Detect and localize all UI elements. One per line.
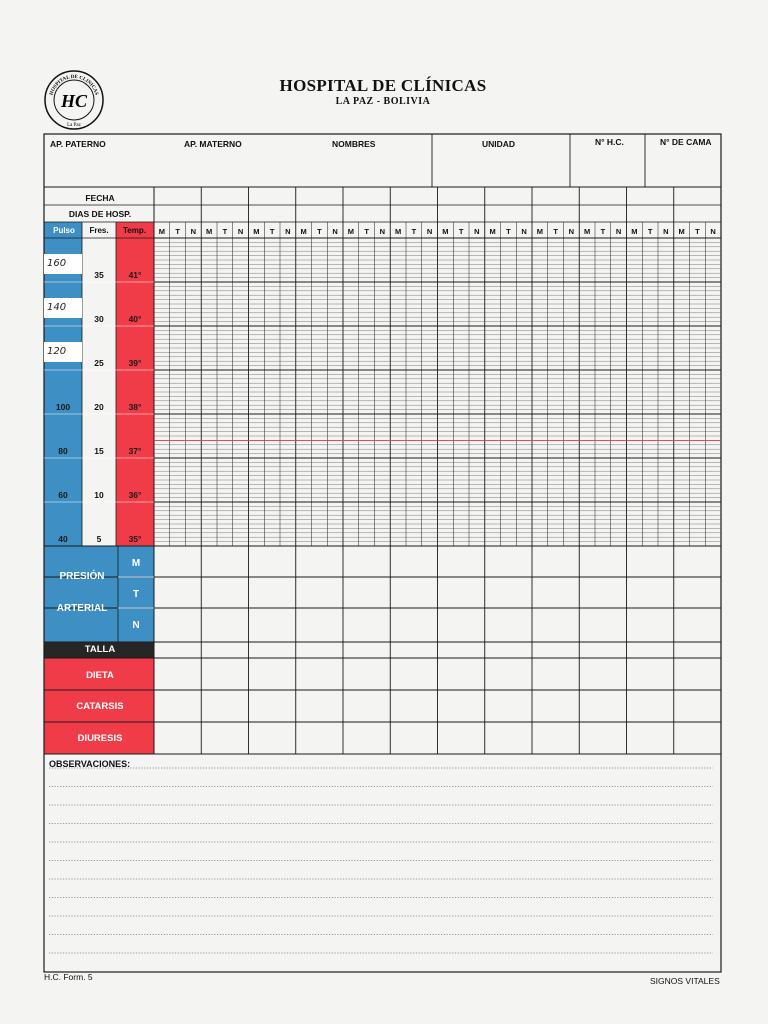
temp-scale-value: 35° (128, 534, 142, 544)
ap-materno-label: AP. MATERNO (184, 139, 242, 149)
temp-scale-value: 39° (128, 358, 142, 368)
shift-label: N (474, 227, 480, 236)
temp-scale-value: 40° (128, 314, 142, 324)
shift-label: N (615, 227, 622, 236)
shift-label: M (536, 227, 543, 236)
presion-label: PRESIÓN (59, 571, 105, 582)
shift-label: N (710, 227, 716, 236)
shift-label: M (347, 227, 354, 236)
resp-scale-value: 35 (94, 270, 104, 280)
shift-label: M (442, 227, 449, 236)
resp-scale-value: 10 (94, 490, 104, 500)
hospital-title: HOSPITAL DE CLÍNICAS (279, 76, 487, 95)
pulse-handwritten-value: 160 (47, 258, 67, 269)
fecha-label: FECHA (85, 193, 115, 203)
pulse-handwritten-value: 120 (47, 346, 67, 357)
pressure-m-label: M (131, 558, 141, 569)
pulse-handwritten-value: 140 (47, 302, 67, 313)
shift-label: T (411, 227, 417, 236)
pulse-scale-value: 60 (58, 490, 68, 500)
shift-label: M (584, 227, 591, 236)
hospital-subtitle: LA PAZ - BOLIVIA (335, 96, 431, 107)
svg-text:La Paz: La Paz (67, 123, 81, 128)
temp-scale-value: 41° (128, 270, 142, 280)
ap-paterno-label: AP. PATERNO (50, 139, 106, 149)
temp-scale-value: 38° (128, 402, 142, 412)
shift-label: N (379, 227, 386, 236)
pulse-scale-value: 100 (55, 402, 71, 412)
shift-label: N (237, 227, 244, 236)
shift-label: T (695, 227, 700, 236)
dias-hosp-label: DIAS DE HOSP. (68, 209, 132, 219)
resp-scale-value: 30 (94, 314, 104, 324)
shift-label: T (175, 227, 180, 236)
catarsis-label: CATARSIS (76, 701, 124, 712)
shift-label: N (663, 227, 669, 236)
observaciones-label: OBSERVACIONES: (49, 759, 131, 769)
shift-label: M (253, 227, 260, 236)
temp-scale-value: 37° (128, 446, 142, 456)
shift-label: N (190, 227, 197, 236)
shift-label: N (332, 227, 338, 236)
svg-text:HC: HC (60, 91, 88, 111)
resp-scale-value: 15 (94, 446, 104, 456)
unidad-label: UNIDAD (482, 139, 516, 149)
shift-label: M (631, 227, 638, 236)
svg-text:HOSPITAL DE CLINICAS: HOSPITAL DE CLINICAS (49, 74, 99, 96)
pressure-t-label: T (132, 589, 140, 600)
shift-label: N (568, 227, 575, 236)
resp-scale-value: 25 (94, 358, 104, 368)
shift-label: T (269, 227, 275, 236)
form-name: SIGNOS VITALES (650, 976, 720, 986)
shift-label: M (678, 227, 685, 236)
pulse-scale-value: 80 (58, 446, 68, 456)
shift-label: T (600, 227, 606, 236)
pressure-n-label: N (132, 620, 140, 631)
shift-label: M (300, 227, 307, 236)
shift-label: M (206, 227, 213, 236)
shift-label: T (458, 227, 464, 236)
resp-scale-value: 20 (94, 402, 104, 412)
talla-label: TALLA (84, 644, 116, 655)
shift-label: M (158, 227, 165, 236)
shift-label: N (285, 227, 291, 236)
shift-label: N (521, 227, 527, 236)
temp-header: Temp. (123, 226, 146, 235)
shift-label: T (506, 227, 511, 236)
shift-label: M (489, 227, 496, 236)
diuresis-label: DIURESIS (77, 733, 123, 744)
fres-header: Fres. (89, 226, 109, 235)
shift-label: M (395, 227, 402, 236)
shift-label: T (364, 227, 369, 236)
pulso-header: Pulso (53, 226, 75, 235)
dieta-label: DIETA (86, 670, 114, 681)
shift-label: T (553, 227, 558, 236)
nro-hc-label: N° H.C. (595, 137, 624, 147)
nro-cama-label: N° DE CAMA (660, 137, 712, 147)
arterial-label: ARTERIAL (56, 603, 108, 614)
shift-label: T (647, 227, 653, 236)
shift-label: T (222, 227, 228, 236)
shift-label: T (317, 227, 322, 236)
temp-scale-value: 36° (128, 490, 142, 500)
resp-scale-value: 5 (96, 534, 102, 544)
form-number: H.C. Form. 5 (44, 972, 93, 982)
nombres-label: NOMBRES (332, 139, 376, 149)
pulse-scale-value: 40 (58, 534, 68, 544)
shift-label: N (426, 227, 433, 236)
